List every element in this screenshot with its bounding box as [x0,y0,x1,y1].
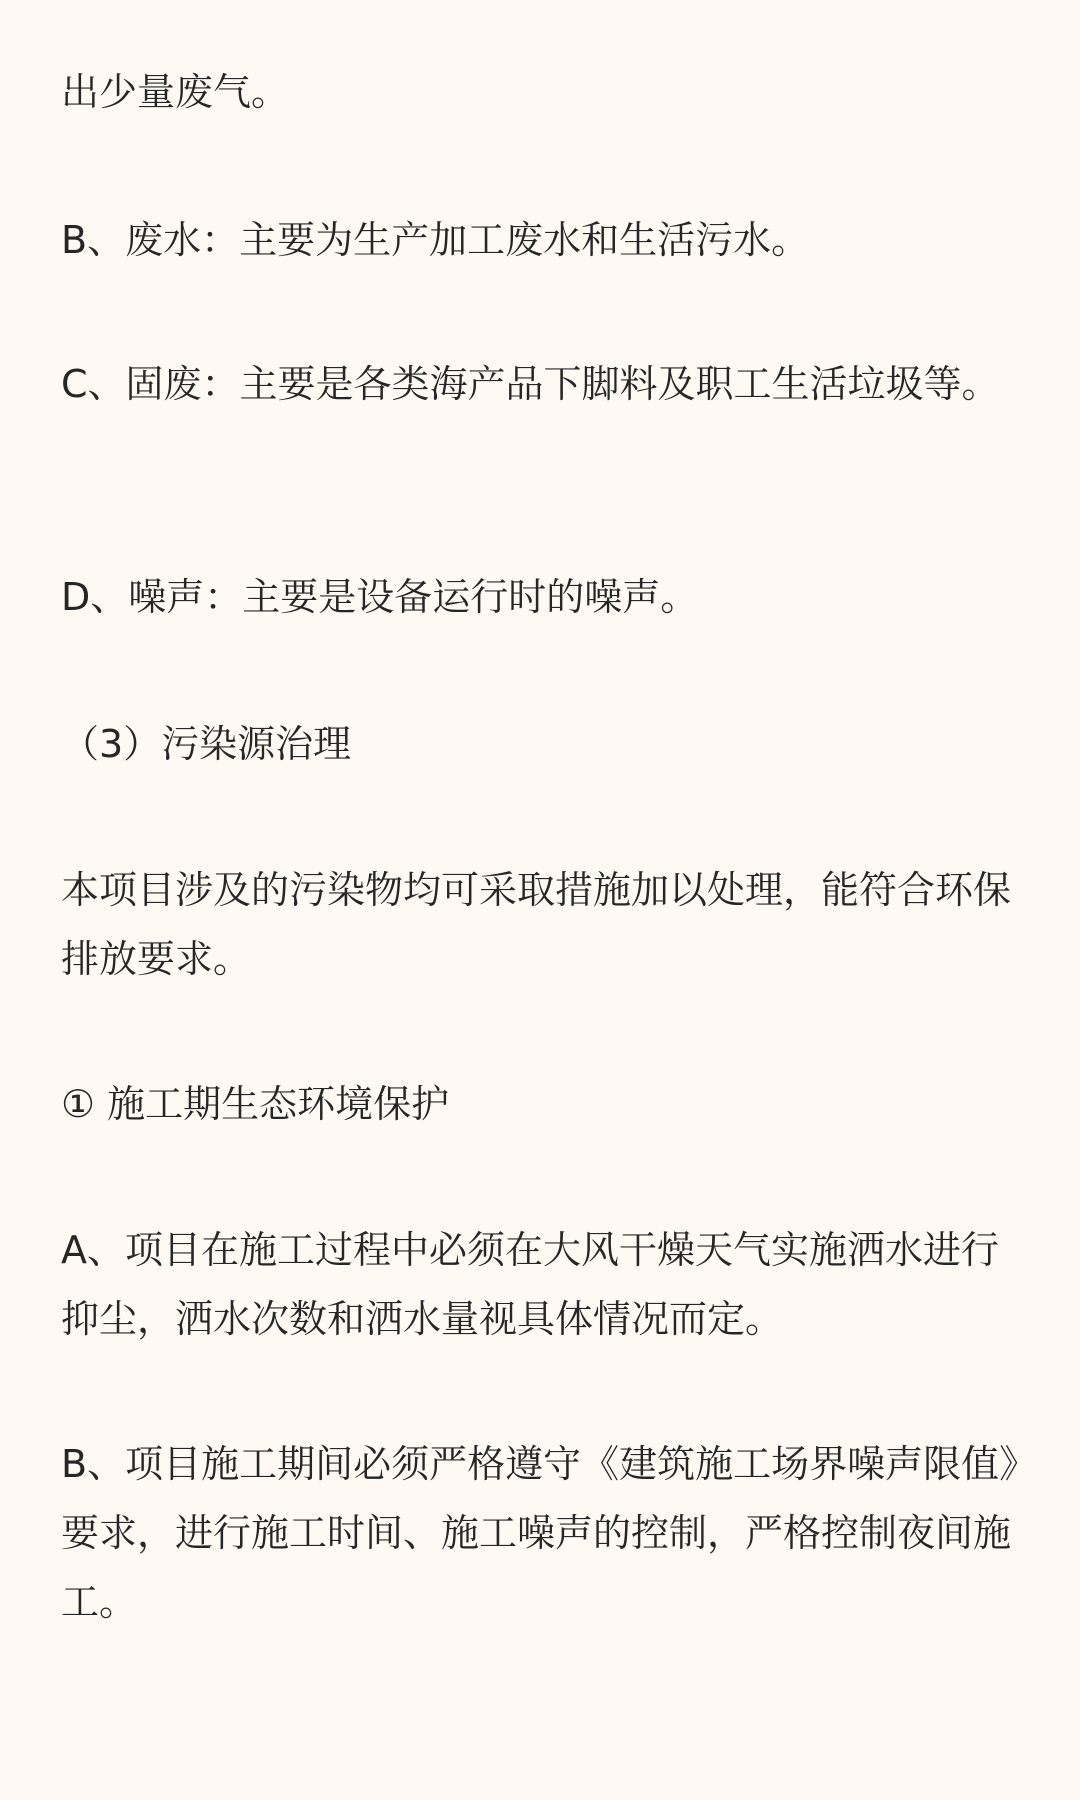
paragraph-text: A、项目在施工过程中必须在大风干燥天气实施洒水进行抑尘，洒水次数和洒水量视具体情况而定。 [61,1228,999,1341]
paragraph-text: 本项目涉及的污染物均可采取措施加以处理，能符合环保排放要求。 [61,868,1012,981]
section-heading: （3）污染源治理 [61,722,352,766]
paragraph-text: B、项目施工期间必须严格遵守《建筑施工场界噪声限值》要求，进行施工时间、施工噪声的控制，严格控制夜间施工。 [61,1442,1019,1624]
subsection-heading: ① 施工期生态环境保护 [61,1082,450,1126]
paragraph-text: 出少量废气。 [61,70,290,114]
paragraph-text: D、噪声：主要是设备运行时的噪声。 [61,575,699,619]
paragraph-text: C、固废：主要是各类海产品下脚料及职工生活垃圾等。 [61,362,1000,406]
paragraph-text: B、废水：主要为生产加工废水和生活污水。 [61,218,810,262]
